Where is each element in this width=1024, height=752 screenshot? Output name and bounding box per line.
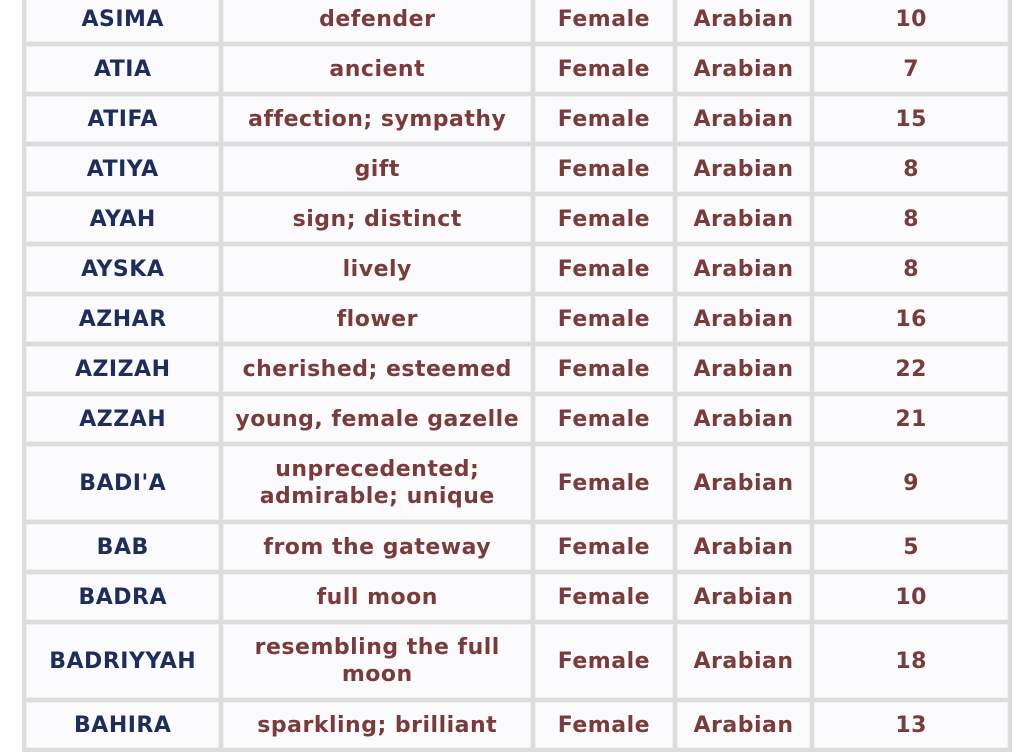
name-cell: ASIMA xyxy=(26,0,219,42)
meaning-cell: sign; distinct xyxy=(223,196,531,242)
number-cell: 7 xyxy=(814,46,1008,92)
gender-cell: Female xyxy=(535,396,673,442)
number-cell: 5 xyxy=(814,524,1008,570)
gender-cell: Female xyxy=(535,46,673,92)
gender-cell: Female xyxy=(535,524,673,570)
number-cell: 8 xyxy=(814,246,1008,292)
name-cell: BAHIRA xyxy=(26,702,219,748)
table-row xyxy=(26,624,1008,698)
table-row xyxy=(26,296,1008,342)
table-row xyxy=(26,146,1008,192)
meaning-cell: young, female gazelle xyxy=(223,396,531,442)
gender-cell: Female xyxy=(535,296,673,342)
number-cell: 18 xyxy=(814,624,1008,698)
table-row xyxy=(26,574,1008,620)
origin-cell: Arabian xyxy=(677,46,811,92)
gender-cell: Female xyxy=(535,574,673,620)
table-row xyxy=(26,96,1008,142)
gender-cell: Female xyxy=(535,702,673,748)
meaning-cell: resembling the full moon xyxy=(223,624,531,698)
number-cell: 10 xyxy=(814,0,1008,42)
table-row xyxy=(26,346,1008,392)
name-cell: AZIZAH xyxy=(26,346,219,392)
meaning-cell: cherished; esteemed xyxy=(223,346,531,392)
origin-cell: Arabian xyxy=(677,0,811,42)
number-cell: 9 xyxy=(814,446,1008,520)
name-cell: ATIA xyxy=(26,46,219,92)
gender-cell: Female xyxy=(535,146,673,192)
table-row xyxy=(26,46,1008,92)
origin-cell: Arabian xyxy=(677,396,811,442)
origin-cell: Arabian xyxy=(677,296,811,342)
number-cell: 21 xyxy=(814,396,1008,442)
origin-cell: Arabian xyxy=(677,624,811,698)
meaning-cell: defender xyxy=(223,0,531,42)
name-cell: BADI'A xyxy=(26,446,219,520)
name-cell: AZZAH xyxy=(26,396,219,442)
name-cell: BAB xyxy=(26,524,219,570)
origin-cell: Arabian xyxy=(677,346,811,392)
number-cell: 8 xyxy=(814,196,1008,242)
table-row xyxy=(26,196,1008,242)
meaning-cell: gift xyxy=(223,146,531,192)
origin-cell: Arabian xyxy=(677,196,811,242)
number-cell: 10 xyxy=(814,574,1008,620)
meaning-cell: ancient xyxy=(223,46,531,92)
meaning-cell: flower xyxy=(223,296,531,342)
gender-cell: Female xyxy=(535,446,673,520)
number-cell: 16 xyxy=(814,296,1008,342)
number-cell: 22 xyxy=(814,346,1008,392)
meaning-cell: lively xyxy=(223,246,531,292)
origin-cell: Arabian xyxy=(677,96,811,142)
name-cell: BADRA xyxy=(26,574,219,620)
number-cell: 8 xyxy=(814,146,1008,192)
name-cell: BADRIYYAH xyxy=(26,624,219,698)
meaning-cell: from the gateway xyxy=(223,524,531,570)
number-cell: 13 xyxy=(814,702,1008,748)
table-row xyxy=(26,0,1008,42)
gender-cell: Female xyxy=(535,246,673,292)
table-row xyxy=(26,702,1008,748)
number-cell: 15 xyxy=(814,96,1008,142)
origin-cell: Arabian xyxy=(677,702,811,748)
table-row xyxy=(26,246,1008,292)
gender-cell: Female xyxy=(535,196,673,242)
origin-cell: Arabian xyxy=(677,524,811,570)
meaning-cell: affection; sympathy xyxy=(223,96,531,142)
name-cell: AYAH xyxy=(26,196,219,242)
table-row xyxy=(26,446,1008,520)
names-table xyxy=(22,0,1012,752)
gender-cell: Female xyxy=(535,0,673,42)
origin-cell: Arabian xyxy=(677,146,811,192)
meaning-cell: unprecedented; admirable; unique xyxy=(223,446,531,520)
origin-cell: Arabian xyxy=(677,446,811,520)
name-cell: ATIFA xyxy=(26,96,219,142)
gender-cell: Female xyxy=(535,96,673,142)
table-row xyxy=(26,524,1008,570)
name-cell: ATIYA xyxy=(26,146,219,192)
table-row xyxy=(26,396,1008,442)
gender-cell: Female xyxy=(535,346,673,392)
origin-cell: Arabian xyxy=(677,246,811,292)
name-cell: AYSKA xyxy=(26,246,219,292)
name-cell: AZHAR xyxy=(26,296,219,342)
meaning-cell: sparkling; brilliant xyxy=(223,702,531,748)
origin-cell: Arabian xyxy=(677,574,811,620)
gender-cell: Female xyxy=(535,624,673,698)
meaning-cell: full moon xyxy=(223,574,531,620)
